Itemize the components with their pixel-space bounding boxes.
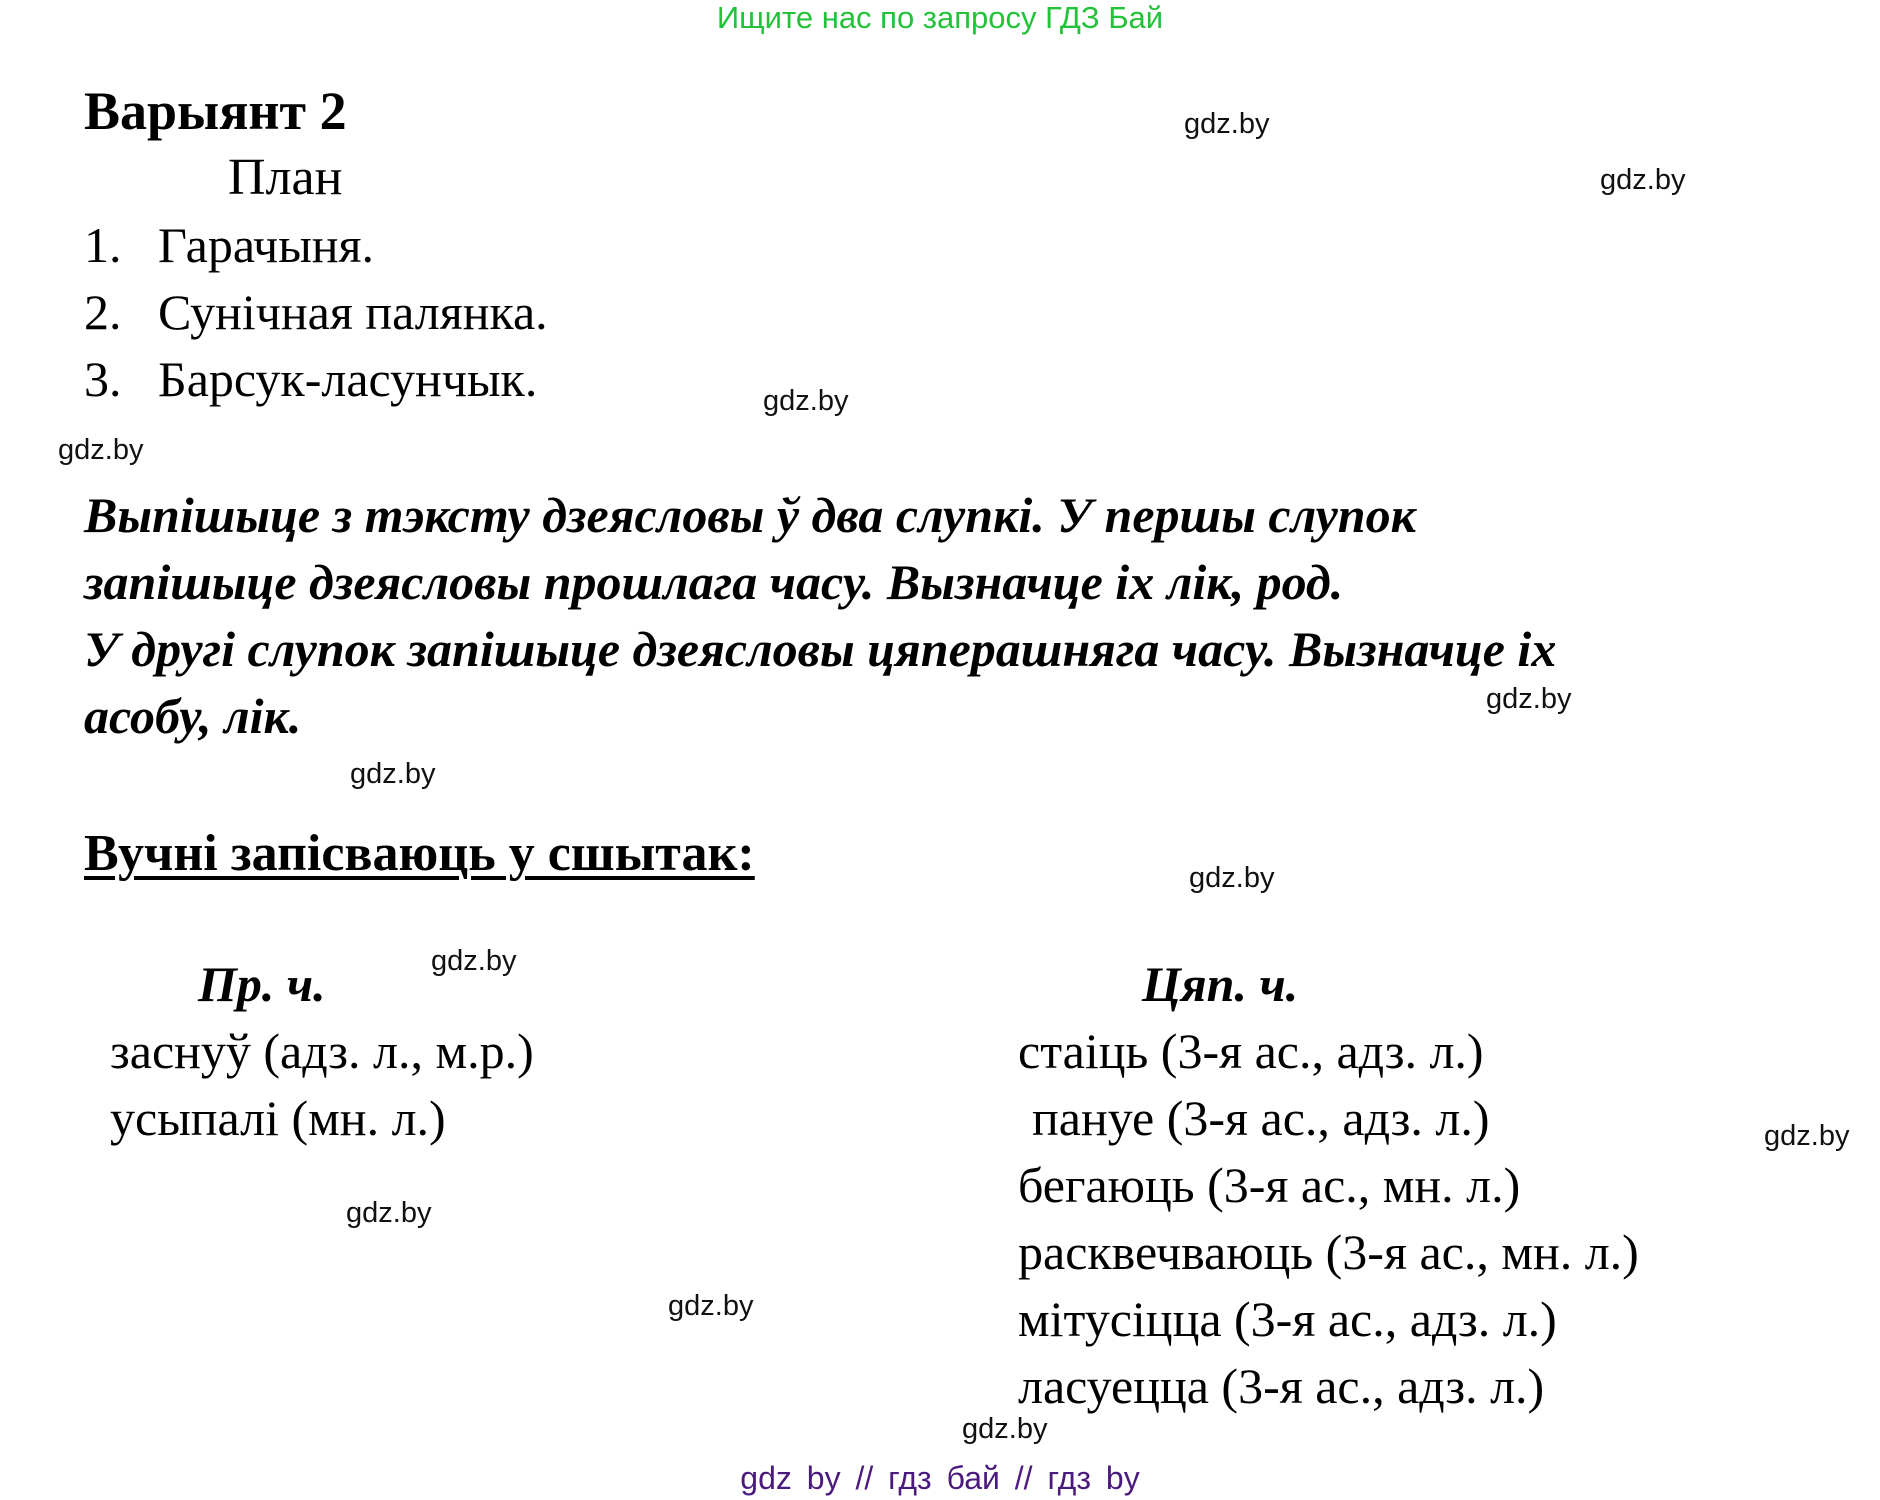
- task-instructions: [84, 482, 1844, 750]
- watermark: gdz.by: [346, 1197, 432, 1229]
- plan-item-number: 2.: [84, 284, 122, 340]
- watermark: gdz.by: [1189, 862, 1275, 894]
- present-tense-entry: ласуецца (3-я ас., адз. л.): [1018, 1358, 1545, 1414]
- watermark: gdz.by: [431, 945, 517, 977]
- plan-item-number: 3.: [84, 351, 122, 407]
- plan-item-text: Гарачыня.: [158, 217, 375, 273]
- present-tense-entry: стаіць (3-я ас., адз. л.): [1018, 1023, 1484, 1079]
- plan-item-number: 1.: [84, 217, 122, 273]
- notebook-subheading: Вучні запісваюць у сшытак:: [84, 825, 755, 882]
- present-tense-entry: пануе (3-я ас., адз. л.): [1032, 1090, 1490, 1146]
- plan-item: [84, 216, 374, 274]
- past-tense-column-header: Пр. ч.: [198, 956, 326, 1012]
- task-line: запішыце дзеясловы прошлага часу. Вызначце іх лік, род.: [84, 554, 1344, 610]
- plan-item: [84, 283, 548, 341]
- watermark: gdz.by: [668, 1290, 754, 1322]
- watermark: gdz.by: [1600, 164, 1686, 196]
- variant-title: Варыянт 2: [84, 81, 347, 141]
- watermark: gdz.by: [1184, 108, 1270, 140]
- task-line: У другі слупок запішыце дзеясловы цяперашняга часу. Вызначце іх: [84, 621, 1557, 677]
- watermark: gdz.by: [1764, 1120, 1850, 1152]
- past-tense-entry: усыпалі (мн. л.): [110, 1090, 446, 1146]
- past-tense-entry: заснуў (адз. л., м.р.): [110, 1023, 534, 1079]
- present-tense-entry: бегаюць (3-я ас., мн. л.): [1018, 1157, 1521, 1213]
- task-line: асобу, лік.: [84, 688, 302, 744]
- watermark: gdz.by: [1486, 683, 1572, 715]
- footer-links: gdz by // гдз бай // гдз by: [740, 1460, 1140, 1496]
- present-tense-entry: расквечваюць (3-я ас., мн. л.): [1018, 1224, 1639, 1280]
- present-tense-column-header: Цяп. ч.: [1142, 956, 1299, 1012]
- watermark: gdz.by: [962, 1413, 1048, 1445]
- plan-item: [84, 350, 537, 408]
- search-hint-banner: Ищите нас по запросу ГДЗ Бай: [716, 0, 1164, 35]
- plan-item-text: Барсук-ласунчык.: [158, 351, 538, 407]
- watermark: gdz.by: [350, 758, 436, 790]
- present-tense-entry: мітусіцца (3-я ас., адз. л.): [1018, 1291, 1557, 1347]
- watermark: gdz.by: [58, 434, 144, 466]
- watermark: gdz.by: [763, 385, 849, 417]
- plan-title: План: [228, 149, 343, 206]
- task-line: Выпішыце з тэксту дзеясловы ў два слупкі. У першы слупок: [84, 487, 1416, 543]
- plan-item-text: Сунічная палянка.: [158, 284, 548, 340]
